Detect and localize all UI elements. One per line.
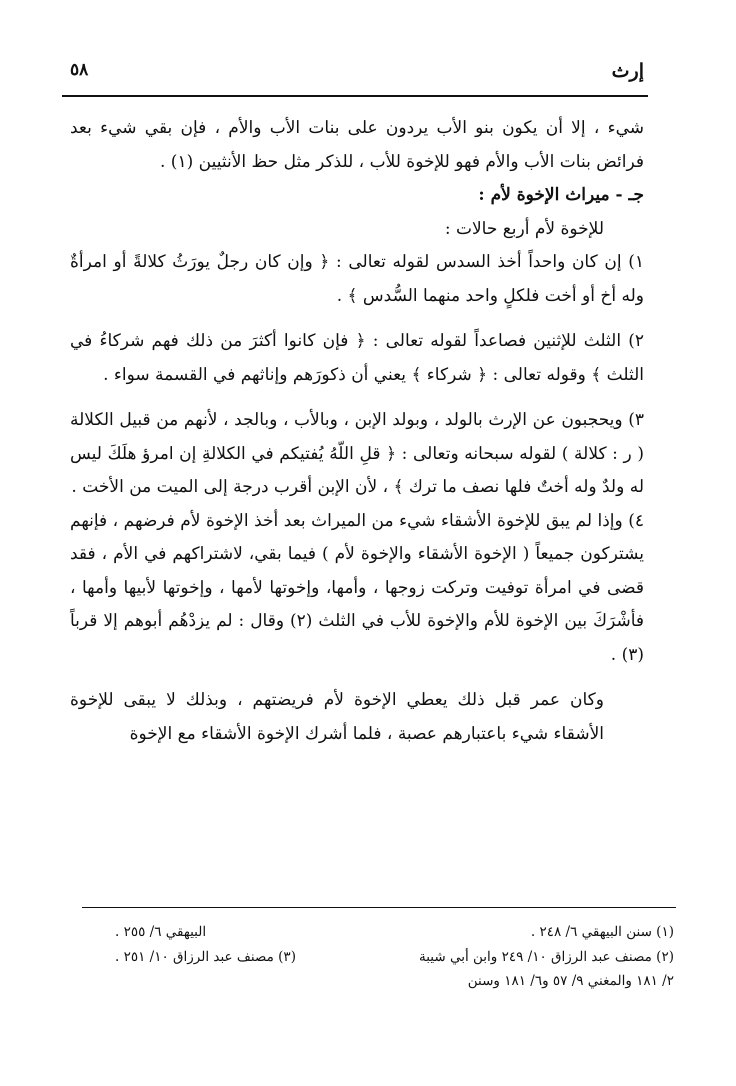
case-1: ١) إن كان واحداً أخذ السدس لقوله تعالى : ﴿ وإن كان رجلٌ يورَثُ كلالةً أو امرأةٌ وله أخ أو أخت فلكلٍ واحد منهما السُّدس ﴾ .	[70, 252, 644, 306]
running-header-title: إرث	[611, 60, 644, 82]
footnote-row	[115, 920, 674, 945]
header-divider	[62, 95, 648, 97]
footnote-2-line2: ٢/ ١٨١ والمغني ٩/ ٥٧ و٦/ ١٨١ وسنن	[467, 973, 674, 989]
footnote-row	[115, 969, 674, 994]
footnote-3: (٣) مصنف عبد الرزاق ١٠/ ٢٥١ .	[115, 948, 296, 965]
footnote-row	[115, 945, 674, 970]
footnote-2: (٢) مصنف عبد الرزاق ١٠/ ٢٤٩ وابن أبي شيبة	[418, 948, 674, 965]
footnote-2-continuation: البيهقي ٦/ ٢٥٥ .	[115, 924, 207, 940]
case-4: ٤) وإذا لم يبق للإخوة الأشقاء شيء من الميراث بعد أخذ الإخوة لأم فرضهم ، فإنهم يشتركون جميعاً ( الإخوة الأشقاء والإخوة لأم ) فيما بقي، لاشتراكهم في الأم ، فقد قضى في امرأة توفيت وتركت زوجها ، وأمها، وإخوتها لأمها ، وإخوتها لأبيها وأمها ، فأشْرَكَ بين الإخوة للأم والإخوة للأب في الثلث (٢) وقال : لم يزدْهُم أبوهم إلا قرباً (٣) .	[70, 510, 645, 665]
case-2: ٢) الثلث للإثنين فصاعداً لقوله تعالى : ﴿ فإن كانوا أكثرَ من ذلك فهم شركاءُ في الثلث ﴾ وقوله تعالى : ﴿ شركاء ﴾ يعني أن ذكورَهم وإناثهم في القسمة سواء .	[70, 331, 644, 385]
closing-paragraph: وكان عمر قبل ذلك يعطي الإخوة لأم فريضتهم ، وبذلك لا يبقى للإخوة الأشقاء شيء باعتبارهم عصبة ، فلما أشرك الإخوة الأشقاء مع الإخوة	[70, 690, 604, 744]
footnote-divider	[82, 907, 676, 908]
page-number: ٥٨	[70, 60, 89, 80]
main-text	[70, 112, 644, 751]
footnote-1: (١) سنن البيهقي ٦/ ٢٤٨ .	[530, 924, 674, 940]
section-heading: جـ - ميراث الإخوة لأم :	[478, 185, 644, 205]
section-intro: للإخوة لأم أربع حالات :	[444, 218, 604, 239]
footnotes	[115, 920, 674, 994]
paragraph-continuation: شيء ، إلا أن يكون بنو الأب يردون على بنات الأب والأم ، فإن بقي شيء بعد فرائض بنات الأب والأم فهو للإخوة للأب ، للذكر مثل حظ الأنثيين (١) .	[70, 118, 644, 172]
case-3: ٣) ويحجبون عن الإرث بالولد ، وبولد الإبن ، وبالأب ، وبالجد ، لأنهم من قبيل الكلالة ( ر : كلالة ) لقوله سبحانه وتعالى : ﴿ قلِ اللّهُ يُفتيكم في الكلالةِ إن امرؤ هلَكَ ليس له ولدٌ وله أختٌ فلها نصف ما ترك ﴾ ، لأن الإبن أقرب درجة إلى الميت من الأخت .	[70, 410, 644, 497]
